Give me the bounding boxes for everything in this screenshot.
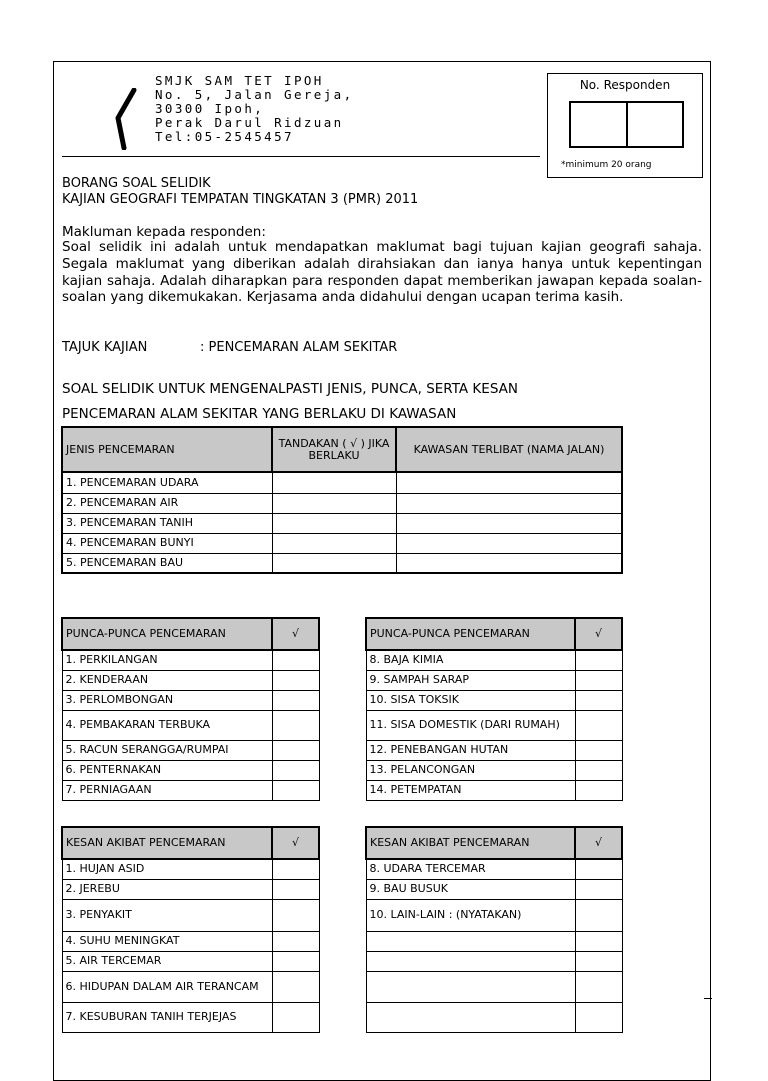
table-row-label: 14. PETEMPATAN: [366, 780, 575, 800]
table-row-label: 8. UDARA TERCEMAR: [366, 859, 575, 879]
checkbox-cell[interactable]: [272, 899, 319, 931]
section-title: SOAL SELIDIK UNTUK MENGENALPASTI JENIS, PUNCA, SERTA KESAN: [62, 381, 518, 397]
checkbox-cell[interactable]: [575, 1002, 622, 1032]
form-subtitle: KAJIAN GEOGRAFI TEMPATAN TINGKATAN 3 (PMR) 2011: [62, 192, 419, 207]
table-row-label: 1. PERKILANGAN: [62, 650, 272, 670]
blank-input-cell[interactable]: [366, 951, 575, 971]
checkbox-cell[interactable]: [575, 879, 622, 899]
column-header: KESAN AKIBAT PENCEMARAN: [62, 827, 272, 859]
table-row-label: 3. PENCEMARAN TANIH: [62, 513, 272, 533]
page-end-mark: [704, 998, 712, 999]
respondent-digit-cell[interactable]: [569, 101, 628, 148]
blank-input-cell[interactable]: [366, 971, 575, 1002]
checkbox-cell[interactable]: [575, 690, 622, 710]
respondent-note: *minimum 20 orang: [561, 160, 652, 170]
checkbox-cell[interactable]: [575, 859, 622, 879]
school-phone: Tel:05-2545457: [155, 129, 294, 144]
checkbox-cell[interactable]: [272, 513, 396, 533]
checkbox-cell[interactable]: [272, 690, 319, 710]
checkbox-cell[interactable]: [272, 780, 319, 800]
table-row-label: 6. HIDUPAN DALAM AIR TERANCAM: [62, 971, 272, 1002]
check-header: √: [575, 618, 622, 650]
topic-label: TAJUK KAJIAN: [62, 340, 148, 355]
header-divider: [62, 156, 540, 157]
table-row-label: 11. SISA DOMESTIK (DARI RUMAH): [366, 710, 575, 740]
column-header: KAWASAN TERLIBAT (NAMA JALAN): [396, 427, 622, 472]
table-row-label: 2. PENCEMARAN AIR: [62, 493, 272, 513]
checkbox-cell[interactable]: [575, 780, 622, 800]
checkbox-cell[interactable]: [272, 710, 319, 740]
notice-heading: Makluman kepada responden:: [62, 224, 266, 240]
respondent-box: [547, 73, 703, 178]
table-row-label: 8. BAJA KIMIA: [366, 650, 575, 670]
area-input-cell[interactable]: [396, 553, 622, 573]
table-row-label: 1. HUJAN ASID: [62, 859, 272, 879]
area-input-cell[interactable]: [396, 493, 622, 513]
table-row-label: 5. RACUN SERANGGA/RUMPAI: [62, 740, 272, 760]
address-line: Perak Darul Ridzuan: [155, 115, 344, 130]
checkbox-cell[interactable]: [575, 951, 622, 971]
topic-value: : PENCEMARAN ALAM SEKITAR: [200, 340, 398, 355]
causes-table-right: [365, 617, 623, 801]
checkbox-cell[interactable]: [272, 553, 396, 573]
checkbox-cell[interactable]: [272, 859, 319, 879]
checkbox-cell[interactable]: [272, 931, 319, 951]
respondent-label: No. Responden: [579, 78, 671, 92]
table-row-label: 2. KENDERAAN: [62, 670, 272, 690]
checkbox-cell[interactable]: [575, 760, 622, 780]
table-row-label: 4. SUHU MENINGKAT: [62, 931, 272, 951]
checkbox-cell[interactable]: [272, 650, 319, 670]
table-row-label: 6. PENTERNAKAN: [62, 760, 272, 780]
column-header: KESAN AKIBAT PENCEMARAN: [366, 827, 575, 859]
column-header: JENIS PENCEMARAN: [62, 427, 272, 472]
school-name: SMJK SAM TET IPOH: [155, 73, 324, 88]
checkbox-cell[interactable]: [575, 971, 622, 1002]
checkbox-cell[interactable]: [575, 931, 622, 951]
table-row-label: 7. PERNIAGAAN: [62, 780, 272, 800]
table-row-label: 2. JEREBU: [62, 879, 272, 899]
table-row-label: 10. LAIN-LAIN : (NYATAKAN): [366, 899, 575, 931]
column-header: PUNCA-PUNCA PENCEMARAN: [366, 618, 575, 650]
address-line: No. 5, Jalan Gereja,: [155, 87, 354, 102]
checkbox-cell[interactable]: [272, 971, 319, 1002]
area-input-cell[interactable]: [396, 472, 622, 493]
table-row-label: 4. PENCEMARAN BUNYI: [62, 533, 272, 553]
effects-table-right: [365, 826, 623, 1033]
area-input-cell[interactable]: [396, 533, 622, 553]
checkbox-cell[interactable]: [272, 493, 396, 513]
section-title-continued: PENCEMARAN ALAM SEKITAR YANG BERLAKU DI KAWASAN: [62, 406, 457, 422]
checkbox-cell[interactable]: [272, 1002, 319, 1032]
checkbox-cell[interactable]: [575, 899, 622, 931]
table-row-label: 4. PEMBAKARAN TERBUKA: [62, 710, 272, 740]
checkbox-cell[interactable]: [272, 740, 319, 760]
notice-body: Soal selidik ini adalah untuk mendapatkan maklumat bagi tujuan kajian geografi sahaja. Segala maklumat yang diberikan adalah dirahsiakan dan ianya hanya untuk kepentingan kajian sahaja. Adalah diharapkan para responden dapat memberikan jawapan kepada soalan-soalan yang dikemukakan. Kerjasama anda didahului dengan ucapan terima kasih.: [62, 239, 702, 306]
table-row-label: 3. PENYAKIT: [62, 899, 272, 931]
check-header: √: [575, 827, 622, 859]
school-logo-icon: [112, 88, 142, 150]
respondent-digit-cell[interactable]: [628, 101, 685, 148]
blank-input-cell[interactable]: [366, 931, 575, 951]
table-row-label: 13. PELANCONGAN: [366, 760, 575, 780]
causes-table-left: [61, 617, 320, 801]
checkbox-cell[interactable]: [272, 472, 396, 493]
table-row-label: 9. BAU BUSUK: [366, 879, 575, 899]
form-title: BORANG SOAL SELIDIK: [62, 176, 211, 191]
school-address: [155, 74, 354, 144]
table-row-label: 5. AIR TERCEMAR: [62, 951, 272, 971]
column-header: TANDAKAN ( √ ) JIKA BERLAKU: [272, 427, 396, 472]
checkbox-cell[interactable]: [272, 951, 319, 971]
checkbox-cell[interactable]: [272, 760, 319, 780]
respondent-number-cells: [569, 101, 684, 148]
checkbox-cell[interactable]: [272, 879, 319, 899]
table-row-label: 9. SAMPAH SARAP: [366, 670, 575, 690]
effects-table-left: [61, 826, 320, 1033]
checkbox-cell[interactable]: [575, 710, 622, 740]
table-row-label: 12. PENEBANGAN HUTAN: [366, 740, 575, 760]
column-header: PUNCA-PUNCA PENCEMARAN: [62, 618, 272, 650]
checkbox-cell[interactable]: [575, 650, 622, 670]
checkbox-cell[interactable]: [272, 670, 319, 690]
table-row-label: 1. PENCEMARAN UDARA: [62, 472, 272, 493]
address-line: 30300 Ipoh,: [155, 101, 265, 116]
check-header: √: [272, 827, 319, 859]
table-row-label: 7. KESUBURAN TANIH TERJEJAS: [62, 1002, 272, 1032]
table-row-label: 5. PENCEMARAN BAU: [62, 553, 272, 573]
pollution-types-table: [61, 426, 623, 574]
area-input-cell[interactable]: [396, 513, 622, 533]
check-header: √: [272, 618, 319, 650]
blank-input-cell[interactable]: [366, 1002, 575, 1032]
checkbox-cell[interactable]: [575, 740, 622, 760]
checkbox-cell[interactable]: [575, 670, 622, 690]
checkbox-cell[interactable]: [272, 533, 396, 553]
table-row-label: 10. SISA TOKSIK: [366, 690, 575, 710]
table-row-label: 3. PERLOMBONGAN: [62, 690, 272, 710]
